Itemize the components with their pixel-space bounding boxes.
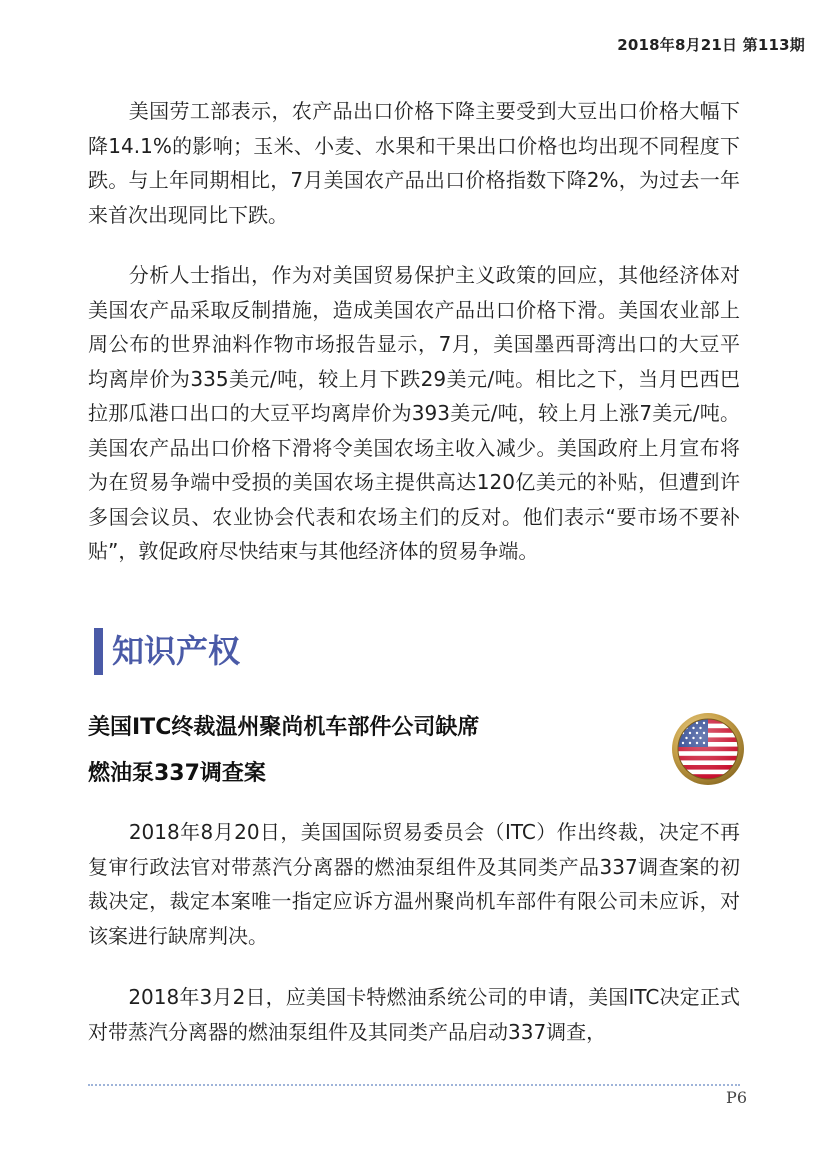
- footer-divider: [88, 1084, 740, 1086]
- page-number: P6: [726, 1088, 747, 1107]
- paragraph-export-prices: 美国劳工部表示，农产品出口价格下降主要受到大豆出口价格大幅下降14.1%的影响；玉米、小麦、水果和干果出口价格也均出现不同程度下跌。与上年同期相比，7月美国农产品出口价格指数下降2%，为过去一年来首次出现同比下跌。: [88, 99, 740, 227]
- section-accent-bar: [94, 628, 103, 675]
- article-title-line2: 燃油泵337调查案: [88, 761, 266, 786]
- paragraph-analysis: 分析人士指出，作为对美国贸易保护主义政策的回应，其他经济体对美国农产品采取反制措施，造成美国农产品出口价格下滑。美国农业部上周公布的世界油料作物市场报告显示，7月，美国墨西哥湾出口的大豆平均离岸价为335美元/吨，较上月下跌29美元/吨。相比之下，当月巴西巴拉那瓜港口出口的大豆平均离岸价为393美元/吨，较上月上涨7美元/吨。美国农产品出口价格下滑将令美国农场主收入减少。美国政府上月宣布将为在贸易争端中受损的美国农场主提供高达120亿美元的补贴，但遭到许多国会议员、农业协会代表和农场主们的反对。他们表示“要市场不要补贴”，敦促政府尽快结束与其他经济体的贸易争端。: [88, 263, 740, 563]
- article-title-line1: 美国ITC终裁温州聚尚机车部件公司缺席: [88, 715, 480, 740]
- issue-date-header: 2018年8月21日 第113期: [617, 36, 805, 54]
- paragraph-itc-ruling: 2018年8月20日，美国国际贸易委员会（ITC）作出终裁，决定不再复审行政法官对带蒸汽分离器的燃油泵组件及其同类产品337调查案的初裁决定，裁定本案唯一指定应诉方温州聚尚机车部件有限公司未应诉，对该案进行缺席判决。: [88, 820, 740, 948]
- paragraph-investigation-start: 2018年3月2日，应美国卡特燃油系统公司的申请，美国ITC决定正式对带蒸汽分离器的燃油泵组件及其同类产品启动337调查，: [88, 985, 740, 1044]
- us-flag-icon: [671, 712, 745, 786]
- section-title: 知识产权: [112, 632, 241, 670]
